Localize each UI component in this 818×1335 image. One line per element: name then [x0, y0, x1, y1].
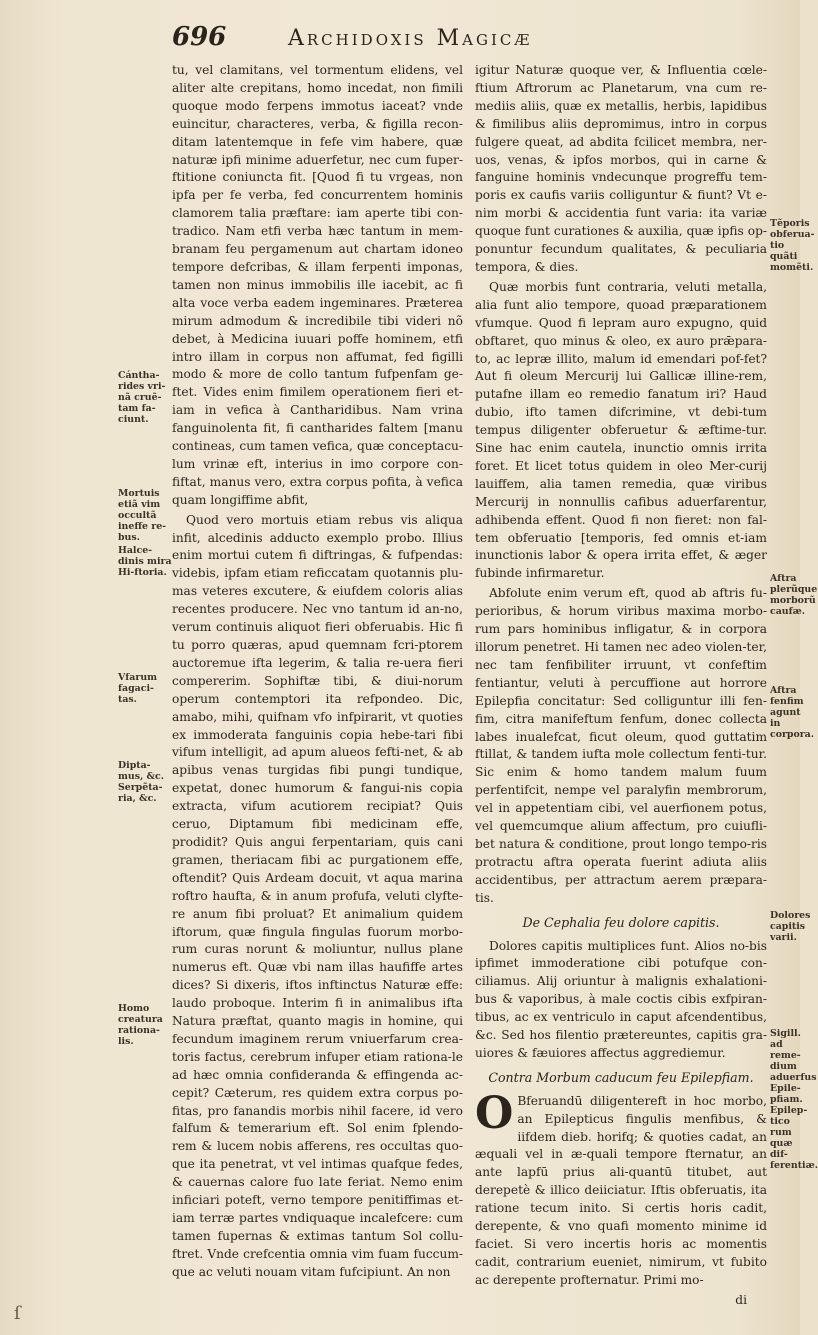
margin-note-left: Cántha-rides vri-nã cruẽ-tam fa-ciunt.	[118, 370, 166, 425]
margin-note-left: Homo creatura rationa-lis.	[118, 1003, 163, 1047]
margin-note-right: Dolores capitis varii.	[770, 910, 811, 943]
page-number: 696	[172, 22, 227, 52]
paragraph: Abfolute enim verum eft, quod ab aftris fu-perioribus, & horum viribus maxima morbo-rum pars hominibus infligatur, & in corpora illorum penetret. Hi tamen nec adeo violen-ter, nec tam fenfibiliter irruunt, vt confeftim fentiantur, veluti à percuffione aut horrore Epilepfia concitatur: Sed colliguntur illi fen-fim, citra manifeftum fenfum, donec collecta labes inualefcat, ficut oleum, quod guttatim ftillat, & tandem iufta mole collectum fenti-tur. Sic enim & homo tandem malum fuum perfentifcit, nempe vel paralyfin membrorum, vel in appetentiam cibi, vel auerfionem potus, vel quemcumque alium affectum, pro cuiufli-bet natura & conditione, prout longo tempo-ris protractu aftra operata fuerint adiuta aliis accidentibus, per attractum aerem præpara-tis.	[475, 586, 767, 905]
corner-mark: ſ	[14, 1303, 21, 1324]
paragraph: Quæ morbis funt contraria, veluti metalla, alia funt alio tempore, quoad præparationem vfumque. Quod fi lepram auro expugno, quid obftaret, quo minus & oleo, ex auro prǣpara-to, ac lepræ illito, malum id emendari pof-fet? Aut fi oleum Mercurij lui Gallicæ illine-rem, putafne illam eo remedio fanatum iri? Haud dubio, ifto tamen difcrimine, vt debi-tum tempus diligenter obferuetur & æftime-tur. Sine hac enim cautela, inunctio omnis irrita foret. Et licet totus quidem in oleo Mer-curij lauiffem, alia tamen remedia, quæ viribus Mercurij in nonnullis cafibus aduerfarentur, adhibenda effent. Quod fi non fieret: non fal-tem obferuatio [temporis, fed omnis et-iam inunctionis labor & opera irrita effet, & æger fubinde infirmaretur.	[475, 279, 767, 581]
paragraph: Dolores capitis multiplices funt. Alios no-bis ipfimet immoderatione cibi potufque con-ciliamus. Alij oriuntur à malignis exhalationi-bus & vaporibus, à male coctis cibis exfpiran-tibus, ac ex ventriculo in caput afcendentibus, &c. Sed hos filentio prætereuntes, capitis gra-uiores & fæuiores affectus aggrediemur.	[475, 938, 767, 1060]
drop-cap: O	[475, 1087, 514, 1139]
paragraph: tu, vel clamitans, vel tormentum elidens, vel aliter alte crepitans, homo incedat, non fimili quoque modo ferpens immotus iaceat? vnde euincitur, characteres, verba, & figilla recon-ditam latentemque in fefe vim habere, quæ naturæ ipfi minime aduerfetur, nec cum fuper-ftitione coniuncta fit. [Quod fi tu vrgeas, non ipfa per fe verba, fed concurrentem hominis clamorem talia præftare: iam aperte tibi con-tradico. Nam etfi verba hæc tantum in mem-branam feu pergamenum aut chartam idoneo tempore defcribas, & illam ferpenti imponas, tamen non minus immobilis ille iacebit, ac fi alta voce verba eadem ingeminares. Præterea mirum admodum & incredibile tibi videri nõ debet, à Medicina iuuari poffe hominem, etfi intro illam in corpus non affumat, fed figilli modo & more de collo tantum fufpenfam ge-ftet. Vides enim fimilem operationem fieri et-iam in vefica à Cantharidibus. Nam vrina fanguinolenta fit, fi cantharides faltem [manu contineas, cum tamen vefica, quæ conceptacu-lum vrinæ eft, interius in imo corpore con-fiftat, manus vero, extra corpus pofita, à vefica quam longiffime abfit,	[172, 63, 463, 507]
right-text-column	[475, 62, 767, 1310]
margin-note-right: Aftra fenfim agunt in corpora.	[770, 685, 814, 740]
paragraph-text: Bferuandū diligentereft in hoc morbo, an Epilepticus fingulis menfibus, & iifdem dieb. horifq; & quoties cadat, an æquali vel in æ-quali tempore fternatur, an ante lapfū prius ali-quantū titubet, aut derepetè & illico deiiciatur. Iftis obferuatis, ita ratione tecum inito. Si certis horis cadit, derepente, & vno quafi momento minime id faciet. Si vero incertis horis ac momentis cadit, contrarium eueniet, nimirum, vt fubito ac derepente profternatur. Primi mo-	[475, 1093, 767, 1287]
paragraph-with-dropcap	[475, 1087, 767, 1290]
margin-note-left: Mortuis etiã vim occultã ineffe re-bus.	[118, 488, 167, 543]
paragraph: igitur Naturæ quoque ver, & Influentia cœle-ftium Aftrorum ac Planetarum, vna cum re-mediis aliis, quæ ex metallis, herbis, lapidibus & fimilibus aliis depromimus, intro in corpus fulgere queat, ad abdita fcilicet membra, ner-uos, venas, & ipfos morbos, qui in carne & fanguine hominis vndecunque progreffu tem-poris ex caufis variis colliguntur & fiunt? Vt e-nim morbi & accidentia funt varia: ita variæ quoque funt curationes & auxilia, quæ ipfis op-ponuntur fecundum qualitates, & peculiaria tempora, & dies.	[475, 63, 767, 274]
margin-note-left: Halce-dinis mira Hi-ftoria.	[118, 545, 172, 578]
catchword: di	[735, 1292, 747, 1307]
section-heading-epilepsia: Contra Morbum caducum feu Epilepfiam.	[488, 1069, 754, 1085]
left-text-column	[172, 62, 463, 1284]
section-heading-cephalia: De Cephalia feu dolore capitis.	[522, 914, 720, 930]
margin-note-left: Dipta-mus, &c. Serpẽta-ria, &c.	[118, 760, 164, 804]
page-header	[168, 12, 768, 56]
margin-note-right: Sigill. ad reme-dium aduerfus Epile-pfiam. Epilep-tico rum quæ dif-ferentiæ.	[770, 1028, 818, 1171]
margin-note-left: Vfarum fagaci-tas.	[118, 672, 158, 705]
running-title: Archidoxis Magicæ	[288, 26, 533, 51]
margin-note-right: Aftra plerũque morborũ caufæ.	[770, 573, 818, 617]
margin-note-right: Tẽporis obferua-tio quãti momẽti.	[770, 218, 815, 273]
paragraph: Quod vero mortuis etiam rebus vis aliqua infit, alcedinis adducto exemplo probo. Illius enim mortui cutem fi diftringas, & fufpendas: videbis, ipfam etiam reficcatam quotannis plu-mas veteres excutere, & eiufdem coloris alias recentes producere. Nec vno tantum id an-no, verum continuis aliquot fieri obferuabis. Hic fi tu porro quæras, apud quemnam fcri-ptorem auctoremue ifta legerim, & talia re-uera fieri compererim. Sophiftæ tibi, & diui-norum operum contemptori ita refpondeo. Dic, amabo, mihi, quifnam vfo infpirarit, vt quoties ex immoderata fanguinis copia hebe-tari fibi vifum intelligit, ad apum alueos fefti-net, & ab apibus venas turgidas fibi pungi tundique, expetat, donec humorum & fangui-nis copia extracta, vifum acutiorem recipiat? Quis ceruo, Diptamum fibi medicinam effe, prodidit? Quis angui ferpentariam, quis cani gramen, theriacam fibi ac purgationem effe, oftendit? Quis Ardeam docuit, vt aqua marina roftro haufta, & in anum profufa, veluti clyfte-re anum fibi proluat? Et animalium quidem iftorum, quæ fingula fingulas fuorum morbo-rum curas norunt & moliuntur, nullus plane numerus eft. Quæ vbi nam illas haufiffe artes dices? Si dixeris, iftos inftinctus Naturæ effe: laudo proboque. Interim fi in animalibus ifta Natura præftat, quanto magis in homine, qui fecundum imaginem rerum vniuerfarum crea-toris factus, cerebrum infuper etiam rationa-le ad hæc omnia confideranda & effingenda ac-cepit? Cæterum, res quidem extra corpus po-fitas, pro fanandis morbis nihil facere, id vero falfum & temerarium eft. Sol enim fplendo-rem & lucem nobis afferens, res occultas quo-que ita penetrat, vt vel intimas quafque fedes, & cauernas calore fuo late feriat. Nemo enim inficiari poteft, verno tempore penitiffimas et-iam terræ partes vndiquaque incalefcere: cum tamen fupernas & extimas tantum Sol collu-ftret. Vnde crefcentia omnia vim fuam fuccum-que ac veluti nouam vitam fufcipiunt. An non	[172, 512, 463, 1279]
